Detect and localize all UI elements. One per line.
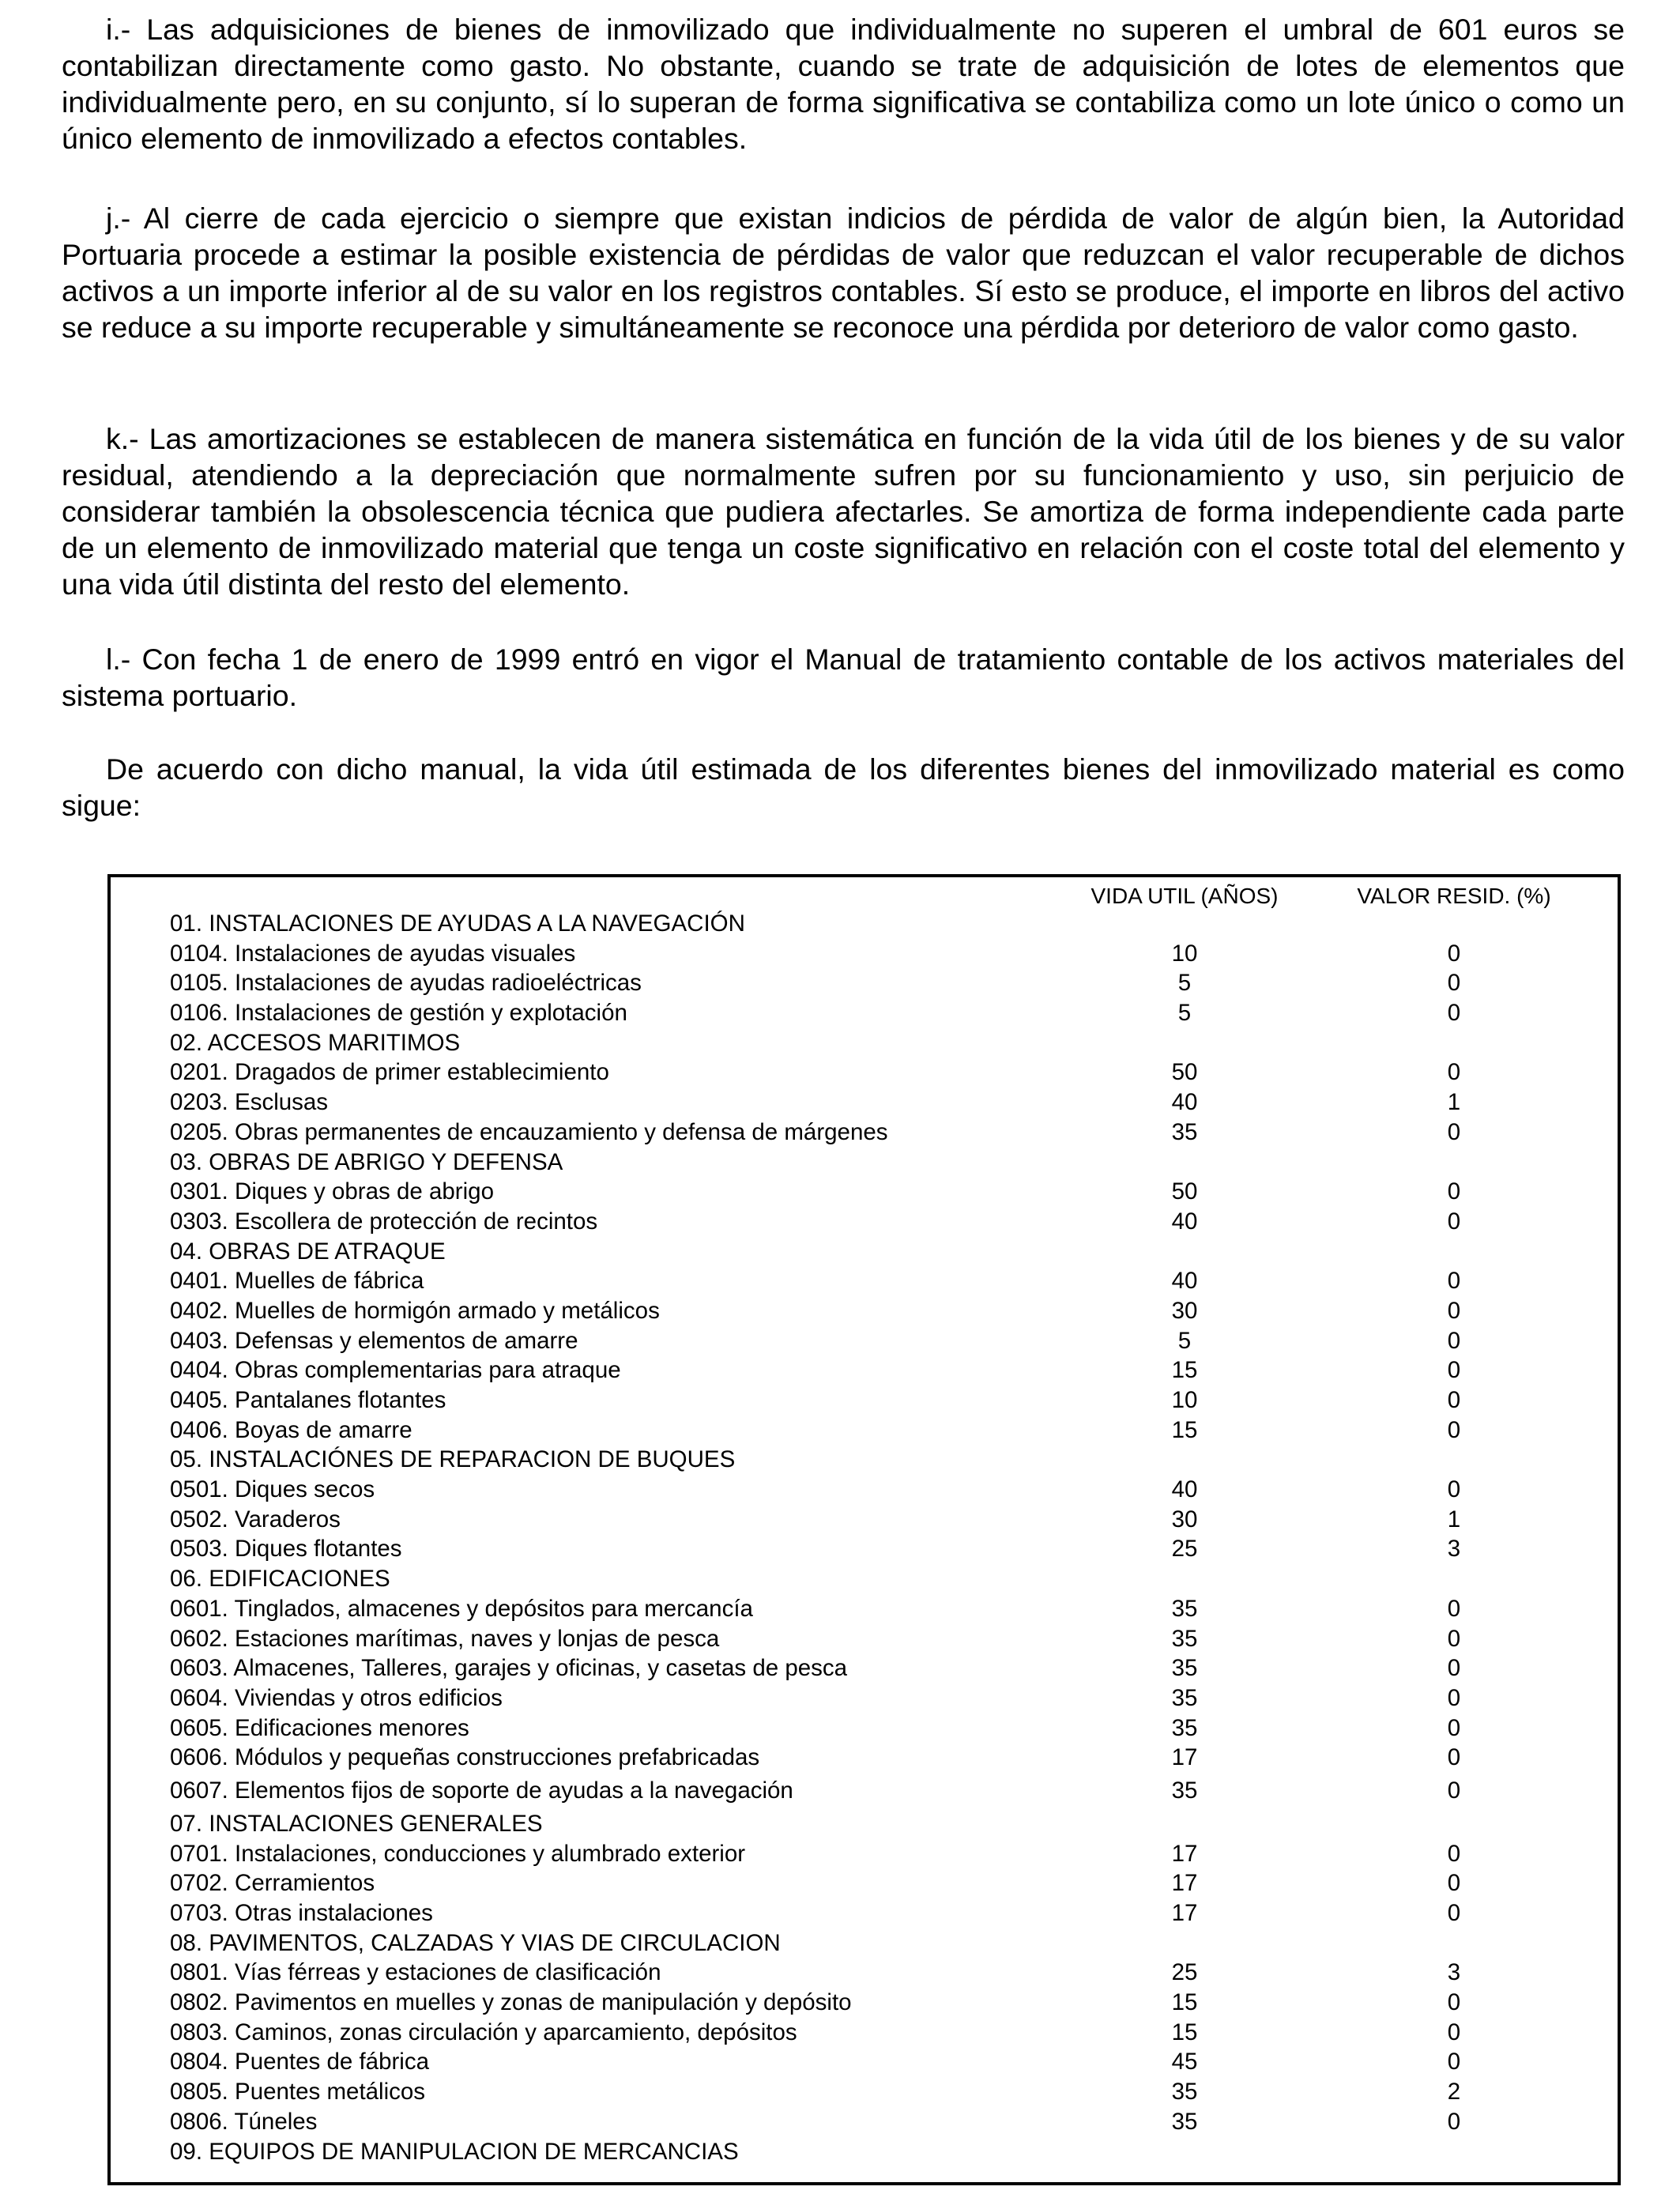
table-row	[111, 909, 1618, 939]
row-valor-residual: 0	[1447, 1387, 1461, 1413]
row-vida-util: 5	[1177, 1327, 1192, 1354]
row-label: 0405. Pantalanes flotantes	[170, 1387, 446, 1413]
row-label: 0502. Varaderos	[170, 1506, 341, 1532]
row-valor-residual: 0	[1447, 1297, 1461, 1324]
paragraph-k	[62, 420, 1625, 602]
table-row	[111, 2018, 1618, 2048]
table-row	[111, 1088, 1618, 1118]
row-vida-util: 35	[1171, 1655, 1198, 1682]
table-row	[111, 1057, 1618, 1088]
row-valor-residual: 0	[1447, 1684, 1461, 1711]
paragraph-j	[62, 200, 1625, 345]
row-vida-util: 40	[1171, 1268, 1198, 1295]
table-row	[111, 1564, 1618, 1594]
row-label: 0806. Túneles	[170, 2108, 318, 2135]
row-label: 0303. Escollera de protección de recintos	[170, 1208, 598, 1235]
paragraph-k-text: k.- Las amortizaciones se establecen de manera sistemática en función de la vida útil de los bienes y de su valor residual, atendiendo a la depreciación que normalmente sufren por su funcionamiento y uso, sin perjuicio de considerar también la obsolescencia técnica que pudiera afectarles. Se amortiza de forma independiente cada parte de un elemento de inmovilizado material que tenga un coste significativo en relación con el coste total del elemento y una vida útil distinta del resto del elemento.	[62, 422, 1625, 601]
row-label: 06. EDIFICACIONES	[170, 1566, 390, 1593]
table-row	[111, 1148, 1618, 1178]
row-vida-util: 10	[1171, 940, 1198, 967]
row-label: 07. INSTALACIONES GENERALES	[170, 1810, 543, 1837]
row-label: 0104. Instalaciones de ayudas visuales	[170, 940, 576, 967]
row-valor-residual: 0	[1447, 1268, 1461, 1295]
row-label: 0402. Muelles de hormigón armado y metálicos	[170, 1297, 660, 1324]
table-row	[111, 1296, 1618, 1326]
table-row	[111, 1326, 1618, 1356]
table-row	[111, 968, 1618, 998]
row-valor-residual: 1	[1447, 1506, 1461, 1532]
row-label: 09. EQUIPOS DE MANIPULACION DE MERCANCIAS	[170, 2138, 739, 2165]
row-vida-util: 5	[1177, 1000, 1192, 1027]
row-valor-residual: 0	[1447, 1208, 1461, 1235]
table-row	[111, 1355, 1618, 1385]
table-row	[111, 2137, 1618, 2167]
table-row	[111, 1118, 1618, 1148]
row-label: 0601. Tinglados, almacenes y depósitos para mercancía	[170, 1595, 753, 1622]
useful-life-table	[107, 874, 1621, 2185]
row-valor-residual: 0	[1447, 1655, 1461, 1682]
row-label: 0607. Elementos fijos de soporte de ayudas a la navegación	[170, 1777, 793, 1804]
row-label: 0406. Boyas de amarre	[170, 1416, 412, 1443]
row-label: 0803. Caminos, zonas circulación y aparcamiento, depósitos	[170, 2019, 797, 2045]
table-row	[111, 1177, 1618, 1207]
table-row	[111, 2047, 1618, 2077]
table-row	[111, 1743, 1618, 1773]
row-valor-residual: 0	[1447, 1840, 1461, 1867]
row-valor-residual: 0	[1447, 1900, 1461, 1926]
paragraph-intro-table-text: De acuerdo con dicho manual, la vida útil estimada de los diferentes bienes del inmovilizado material es como sigue:	[62, 752, 1625, 822]
row-valor-residual: 0	[1447, 1327, 1461, 1354]
table-row	[111, 1028, 1618, 1058]
table-row	[111, 1809, 1618, 1839]
table-row	[111, 1445, 1618, 1475]
table-body	[111, 909, 1618, 2166]
row-label: 04. OBRAS DE ATRAQUE	[170, 1238, 446, 1265]
table-row	[111, 1713, 1618, 1744]
row-label: 0203. Esclusas	[170, 1089, 329, 1116]
table-row	[111, 1868, 1618, 1898]
row-vida-util: 15	[1171, 1989, 1198, 2016]
row-label: 0605. Edificaciones menores	[170, 1714, 469, 1741]
row-label: 0106. Instalaciones de gestión y explotación	[170, 1000, 627, 1027]
row-label: 0603. Almacenes, Talleres, garajes y oficinas, y casetas de pesca	[170, 1655, 848, 1682]
row-vida-util: 10	[1171, 1387, 1198, 1413]
row-vida-util: 40	[1171, 1476, 1198, 1503]
row-label: 05. INSTALACIÓNES DE REPARACION DE BUQUES	[170, 1446, 736, 1473]
header-valor-residual: VALOR RESID. (%)	[1357, 884, 1551, 908]
row-valor-residual: 0	[1447, 1744, 1461, 1771]
row-valor-residual: 0	[1447, 2108, 1461, 2135]
row-valor-residual: 0	[1447, 1059, 1461, 1086]
row-label: 0503. Diques flotantes	[170, 1536, 402, 1563]
table-row	[111, 1385, 1618, 1416]
paragraph-l-text: l.- Con fecha 1 de enero de 1999 entró en vigor el Manual de tratamiento contable de los activos materiales del sistema portuario.	[62, 643, 1625, 712]
table-header	[111, 882, 1618, 910]
table-row	[111, 1266, 1618, 1296]
row-label: 01. INSTALACIONES DE AYUDAS A LA NAVEGACIÓN	[170, 910, 745, 937]
row-label: 0805. Puentes metálicos	[170, 2079, 426, 2105]
row-vida-util: 17	[1171, 1900, 1198, 1926]
paragraph-intro-table	[62, 751, 1625, 824]
row-label: 08. PAVIMENTOS, CALZADAS Y VIAS DE CIRCULACION	[170, 1929, 781, 1956]
row-vida-util: 40	[1171, 1089, 1198, 1116]
row-vida-util: 50	[1171, 1059, 1198, 1086]
row-valor-residual: 3	[1447, 1959, 1461, 1986]
row-valor-residual: 0	[1447, 2019, 1461, 2045]
row-label: 0501. Diques secos	[170, 1476, 375, 1503]
row-vida-util: 17	[1171, 1870, 1198, 1897]
row-label: 0403. Defensas y elementos de amarre	[170, 1327, 578, 1354]
table-row	[111, 1594, 1618, 1624]
table-row	[111, 1653, 1618, 1683]
table-row	[111, 1988, 1618, 2018]
row-label: 0404. Obras complementarias para atraque	[170, 1357, 621, 1384]
header-vida-util: VIDA UTIL (AÑOS)	[1090, 884, 1279, 908]
table-row	[111, 1416, 1618, 1446]
table-row	[111, 1773, 1618, 1809]
row-vida-util: 35	[1171, 1595, 1198, 1622]
row-valor-residual: 0	[1447, 1178, 1461, 1205]
table-row	[111, 1839, 1618, 1869]
row-valor-residual: 0	[1447, 1989, 1461, 2016]
row-vida-util: 25	[1171, 1959, 1198, 1986]
row-valor-residual: 0	[1447, 1118, 1461, 1145]
row-vida-util: 45	[1171, 2049, 1198, 2075]
row-label: 0703. Otras instalaciones	[170, 1900, 433, 1926]
row-vida-util: 35	[1171, 1684, 1198, 1711]
table-row	[111, 2077, 1618, 2107]
row-label: 0604. Viviendas y otros edificios	[170, 1684, 503, 1711]
row-vida-util: 25	[1171, 1536, 1198, 1563]
row-vida-util: 17	[1171, 1744, 1198, 1771]
table-row	[111, 1207, 1618, 1237]
row-label: 02. ACCESOS MARITIMOS	[170, 1029, 461, 1056]
row-label: 0802. Pavimentos en muelles y zonas de manipulación y depósito	[170, 1989, 852, 2016]
table-row	[111, 1475, 1618, 1505]
row-vida-util: 35	[1171, 1714, 1198, 1741]
row-valor-residual: 0	[1447, 1777, 1461, 1804]
table-row	[111, 998, 1618, 1028]
table-row	[111, 939, 1618, 969]
row-vida-util: 35	[1171, 2108, 1198, 2135]
row-valor-residual: 0	[1447, 940, 1461, 967]
table-row	[111, 2107, 1618, 2137]
row-vida-util: 30	[1171, 1506, 1198, 1532]
row-valor-residual: 3	[1447, 1536, 1461, 1563]
row-vida-util: 5	[1177, 970, 1192, 997]
row-label: 0201. Dragados de primer establecimiento	[170, 1059, 609, 1086]
row-vida-util: 35	[1171, 1118, 1198, 1145]
row-label: 0301. Diques y obras de abrigo	[170, 1178, 494, 1205]
row-valor-residual: 0	[1447, 1000, 1461, 1027]
row-vida-util: 35	[1171, 1625, 1198, 1652]
row-label: 0801. Vías férreas y estaciones de clasificación	[170, 1959, 661, 1986]
row-valor-residual: 0	[1447, 1476, 1461, 1503]
paragraph-i-text: i.- Las adquisiciones de bienes de inmovilizado que individualmente no superen el umbral de 601 euros se contabilizan directamente como gasto. No obstante, cuando se trate de adquisición de lotes de elementos que individualmente pero, en su conjunto, sí lo superan de forma significativa se contabiliza como un lote único o como un único elemento de inmovilizado a efectos contables.	[62, 13, 1625, 155]
row-valor-residual: 1	[1447, 1089, 1461, 1116]
paragraph-i	[62, 11, 1625, 156]
table-row	[111, 1898, 1618, 1928]
row-vida-util: 15	[1171, 1357, 1198, 1384]
row-vida-util: 40	[1171, 1208, 1198, 1235]
table-row	[111, 1534, 1618, 1564]
row-vida-util: 15	[1171, 1416, 1198, 1443]
table-row	[111, 1928, 1618, 1958]
row-valor-residual: 0	[1447, 970, 1461, 997]
row-label: 0105. Instalaciones de ayudas radioeléctricas	[170, 970, 642, 997]
row-valor-residual: 0	[1447, 1595, 1461, 1622]
paragraph-l	[62, 641, 1625, 714]
table-row	[111, 1683, 1618, 1713]
row-label: 0401. Muelles de fábrica	[170, 1268, 424, 1295]
row-vida-util: 15	[1171, 2019, 1198, 2045]
row-vida-util: 50	[1171, 1178, 1198, 1205]
table-row	[111, 1505, 1618, 1535]
row-label: 0602. Estaciones marítimas, naves y lonjas de pesca	[170, 1625, 720, 1652]
row-valor-residual: 0	[1447, 1357, 1461, 1384]
row-vida-util: 35	[1171, 2079, 1198, 2105]
row-label: 03. OBRAS DE ABRIGO Y DEFENSA	[170, 1148, 563, 1175]
row-label: 0804. Puentes de fábrica	[170, 2049, 430, 2075]
table-row	[111, 1237, 1618, 1267]
paragraph-j-text: j.- Al cierre de cada ejercicio o siempre que existan indicios de pérdida de valor de algún bien, la Autoridad Portuaria procede a estimar la posible existencia de pérdidas de valor que reduzcan el valor recuperable de dichos activos a un importe inferior al de su valor en los registros contables. Sí esto se produce, el importe en libros del activo se reduce a su importe recuperable y simultáneamente se reconoce una pérdida por deterioro de valor como gasto.	[62, 202, 1625, 344]
table-row	[111, 1624, 1618, 1654]
row-label: 0702. Cerramientos	[170, 1870, 375, 1897]
row-valor-residual: 2	[1447, 2079, 1461, 2105]
row-vida-util: 30	[1171, 1297, 1198, 1324]
row-valor-residual: 0	[1447, 1870, 1461, 1897]
row-label: 0606. Módulos y pequeñas construcciones prefabricadas	[170, 1744, 760, 1771]
row-label: 0205. Obras permanentes de encauzamiento y defensa de márgenes	[170, 1118, 888, 1145]
row-valor-residual: 0	[1447, 1714, 1461, 1741]
table-row	[111, 1958, 1618, 1988]
row-vida-util: 35	[1171, 1777, 1198, 1804]
row-vida-util: 17	[1171, 1840, 1198, 1867]
row-label: 0701. Instalaciones, conducciones y alumbrado exterior	[170, 1840, 746, 1867]
row-valor-residual: 0	[1447, 1625, 1461, 1652]
row-valor-residual: 0	[1447, 1416, 1461, 1443]
row-valor-residual: 0	[1447, 2049, 1461, 2075]
